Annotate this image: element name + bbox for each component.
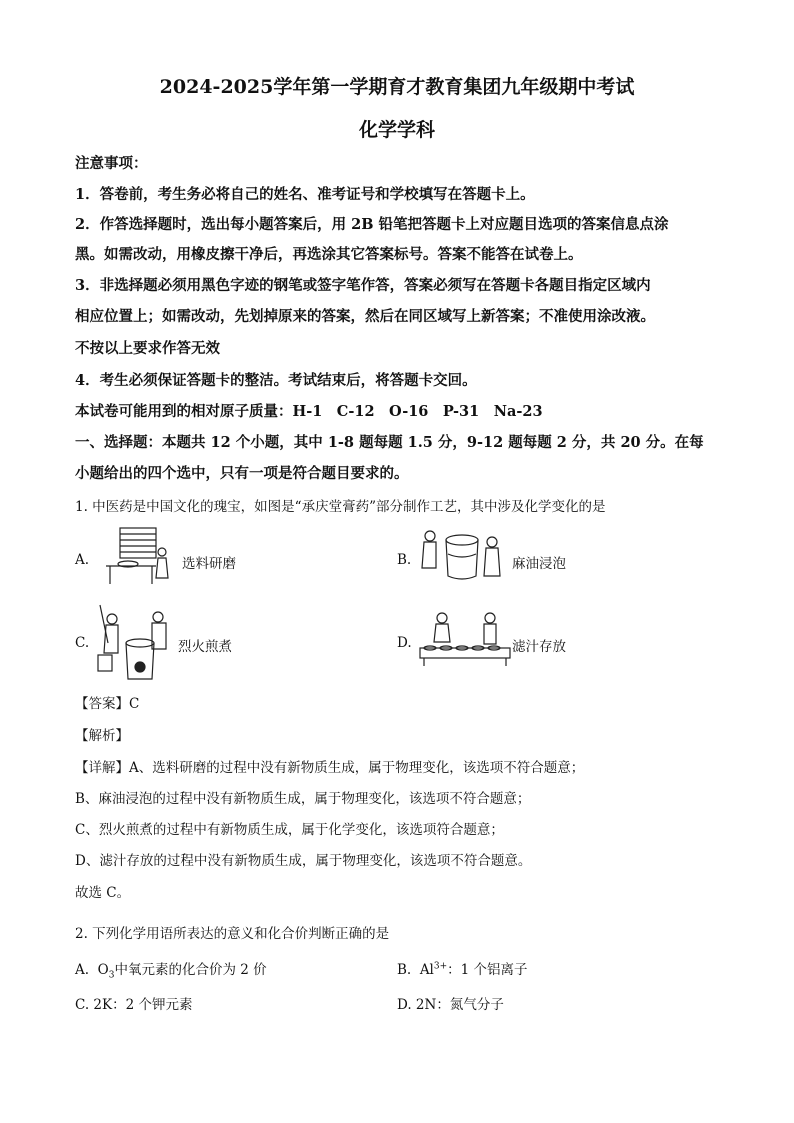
- answer-line: 【答案】C: [75, 696, 140, 712]
- option-a-label: 选料研磨: [182, 556, 236, 572]
- atomic-mass-line: 本试卷可能用到的相对原子质量：H-1 C-12 O-16 P-31 Na-23: [75, 403, 543, 420]
- detail-line: 【详解】A、选料研磨的过程中没有新物质生成，属于物理变化，该选项不符合题意；: [75, 760, 585, 776]
- boiling-illustration: [94, 603, 174, 683]
- q2-option-a: [75, 958, 267, 981]
- q2-option-a-letter: A.: [75, 962, 90, 978]
- ozone-formula: $O_3$: [97, 962, 115, 981]
- notice-heading: 注意事项：: [75, 155, 148, 172]
- option-a-letter: A.: [75, 552, 90, 568]
- aluminum-ion-formula: $Al^{3+}$: [419, 961, 448, 978]
- option-b-label: 麻油浸泡: [512, 556, 566, 572]
- notice-item: 1．答卷前，考生务必将自己的姓名、准考证号和学校填写在答题卡上。: [75, 186, 535, 203]
- analysis-heading: 【解析】: [75, 728, 129, 744]
- question-1-stem: 1. 中医药是中国文化的瑰宝，如图是“承庆堂膏药”部分制作工艺，其中涉及化学变化的是: [75, 499, 606, 515]
- filtering-illustration: [418, 610, 513, 668]
- notice-item: 2．作答选择题时，选出每小题答案后，用 2B 铅笔把答题卡上对应题目选项的答案信息点涂: [75, 216, 669, 233]
- q2-option-d: D. 2N：氮气分子: [397, 997, 504, 1013]
- notice-item: 相应位置上；如需改动，先划掉原来的答案，然后在同区域写上新答案；不准使用涂改液。: [75, 308, 655, 325]
- question-2-stem: 2. 下列化学用语所表达的意义和化合价判断正确的是: [75, 926, 390, 942]
- detail-line: B、麻油浸泡的过程中没有新物质生成，属于物理变化，该选项不符合题意；: [75, 791, 531, 807]
- q2-option-c: C. 2K：2 个钾元素: [75, 997, 193, 1013]
- grinding-illustration: [98, 526, 178, 586]
- section-heading-cont: 小题给出的四个选中，只有一项是符合题目要求的。: [75, 465, 409, 482]
- q2-option-b-text: ：1 个铝离子: [447, 962, 528, 978]
- section-heading: 一、选择题：本题共 12 个小题，其中 1-8 题每题 1.5 分，9-12 题每题 2 分，共 20 分。在每: [75, 434, 704, 451]
- notice-item: 4．考生必须保证答题卡的整洁。考试结束后，将答题卡交回。: [75, 372, 477, 389]
- soaking-illustration: [418, 526, 508, 586]
- q2-option-b-letter: B.: [397, 962, 412, 978]
- detail-line: D、滤汁存放的过程中没有新物质生成，属于物理变化，该选项不符合题意。: [75, 853, 532, 869]
- q2-option-a-text: 中氧元素的化合价为 2 价: [114, 962, 267, 978]
- q2-option-b: [397, 958, 528, 978]
- option-d-label: 滤汁存放: [512, 639, 566, 655]
- option-b-letter: B.: [397, 552, 412, 568]
- notice-item: 不按以上要求作答无效: [75, 340, 220, 357]
- notice-item: 3．非选择题必须用黑色字迹的钢笔或签字笔作答，答案必须写在答题卡各题目指定区域内: [75, 277, 651, 294]
- option-c-label: 烈火煎煮: [178, 639, 232, 655]
- option-c-letter: C.: [75, 635, 90, 651]
- subject-title: 化学学科: [358, 119, 435, 141]
- detail-line: C、烈火煎煮的过程中有新物质生成，属于化学变化，该选项符合题意；: [75, 822, 504, 838]
- option-d-letter: D.: [397, 635, 412, 651]
- exam-title: 2024-2025学年第一学期育才教育集团九年级期中考试: [159, 76, 635, 98]
- conclusion-line: 故选 C。: [75, 885, 131, 901]
- notice-item: 黑。如需改动，用橡皮擦干净后，再选涂其它答案标号。答案不能答在试卷上。: [75, 246, 583, 263]
